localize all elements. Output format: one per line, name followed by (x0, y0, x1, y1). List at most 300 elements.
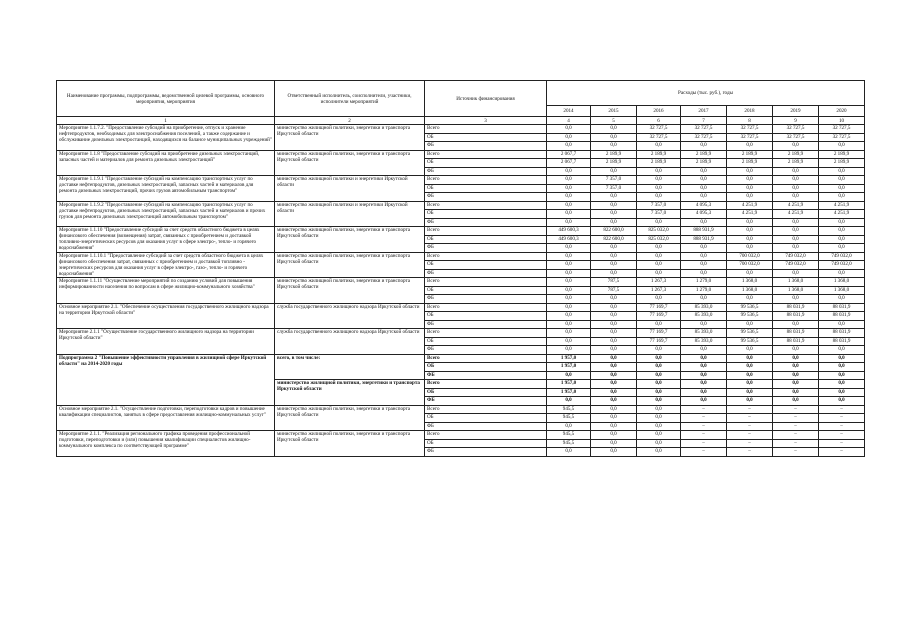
amount-cell: 0,0 (547, 278, 591, 287)
amount-cell: – (681, 414, 727, 423)
amount-cell: 7 357,0 (591, 176, 637, 185)
amount-cell: 0,0 (637, 184, 681, 193)
amount-cell: 88 031,9 (773, 337, 819, 346)
amount-cell: 0,0 (591, 388, 637, 397)
amount-cell: 0,0 (727, 295, 773, 304)
funding-source-cell: ОБ (425, 261, 547, 270)
funding-source-cell: ОБ (425, 159, 547, 168)
amount-cell: 945,5 (547, 405, 591, 414)
funding-source-cell: ОБ (425, 337, 547, 346)
amount-cell: – (681, 448, 727, 457)
amount-cell: 0,0 (547, 193, 591, 202)
amount-cell: 0,0 (547, 252, 591, 261)
amount-cell: 0,0 (591, 363, 637, 372)
amount-cell: 0,0 (727, 227, 773, 236)
amount-cell: 945,5 (547, 431, 591, 440)
amount-cell: 0,0 (637, 167, 681, 176)
amount-cell: – (727, 431, 773, 440)
amount-cell: 0,0 (547, 329, 591, 338)
amount-cell: 0,0 (637, 380, 681, 389)
funding-source-cell: ФБ (425, 142, 547, 151)
amount-cell: 0,0 (727, 244, 773, 253)
funding-source-cell: ФБ (425, 422, 547, 431)
amount-cell: 0,0 (773, 269, 819, 278)
amount-cell: 0,0 (547, 269, 591, 278)
amount-cell: 0,0 (681, 167, 727, 176)
program-name-cell: Мероприятие 1.1.11 "Осуществление мероприятий по созданию условий для повышения информированности населения по вопросам в сфере жилищно-коммунального хозяйства" (57, 278, 275, 304)
amount-cell: 2 189,9 (773, 150, 819, 159)
header-column-index: 4 (547, 117, 591, 125)
amount-cell: 0,0 (591, 295, 637, 304)
amount-cell: 0,0 (819, 167, 865, 176)
funding-source-cell: Всего (425, 278, 547, 287)
header-costs: Расходы (тыс. руб.), годы (547, 81, 865, 106)
amount-cell: 0,0 (681, 176, 727, 185)
amount-cell: 0,0 (773, 167, 819, 176)
amount-cell: – (773, 448, 819, 457)
amount-cell: 1 368,0 (773, 278, 819, 287)
funding-source-cell: ОБ (425, 235, 547, 244)
amount-cell: 0,0 (547, 422, 591, 431)
amount-cell: 0,0 (637, 244, 681, 253)
amount-cell: – (773, 439, 819, 448)
amount-cell: 0,0 (637, 397, 681, 406)
amount-cell: 0,0 (681, 184, 727, 193)
amount-cell: 85 393,0 (681, 312, 727, 321)
amount-cell: 0,0 (547, 201, 591, 210)
amount-cell: 700 032,0 (727, 261, 773, 270)
amount-cell: 0,0 (727, 218, 773, 227)
funding-source-cell: ОБ (425, 133, 547, 142)
amount-cell: 0,0 (637, 371, 681, 380)
program-name-cell: Мероприятие 2.1.1. "Реализация регионального графика проведения профессиональной подготовки, переподготовки и (или) повышения квалификации специалистов жилищно-коммунального комплекса по соответствующей программе" (57, 431, 275, 457)
funding-source-cell: ФБ (425, 167, 547, 176)
amount-cell: – (727, 448, 773, 457)
funding-source-cell: ФБ (425, 295, 547, 304)
amount-cell: 0,0 (591, 397, 637, 406)
header-funding-source: Источник финансирования (425, 81, 547, 117)
amount-cell: 0,0 (773, 193, 819, 202)
amount-cell: 0,0 (681, 244, 727, 253)
amount-cell: 0,0 (591, 142, 637, 151)
amount-cell: 0,0 (773, 397, 819, 406)
amount-cell: 449 600,3 (547, 227, 591, 236)
header-executor: Ответственный исполнитель, соисполнители, участники, исполнители мероприятий (275, 81, 425, 117)
amount-cell: 4 251,9 (819, 210, 865, 219)
amount-cell: 0,0 (727, 363, 773, 372)
amount-cell: 0,0 (547, 337, 591, 346)
header-column-index: 7 (681, 117, 727, 125)
amount-cell: 0,0 (727, 397, 773, 406)
amount-cell: 0,0 (819, 218, 865, 227)
amount-cell: 0,0 (547, 346, 591, 355)
amount-cell: 945,5 (547, 439, 591, 448)
amount-cell: 0,0 (773, 295, 819, 304)
amount-cell: 32 727,5 (773, 125, 819, 134)
executor-cell: министерство жилищной политики и энергетики Иркутской области (275, 176, 425, 202)
amount-cell: 0,0 (773, 388, 819, 397)
table-row (57, 227, 865, 236)
amount-cell: 2 189,9 (681, 159, 727, 168)
amount-cell: 0,0 (547, 303, 591, 312)
amount-cell: 0,0 (591, 346, 637, 355)
table-row (57, 176, 865, 185)
header-column-index: 9 (773, 117, 819, 125)
amount-cell: 1 368,0 (727, 278, 773, 287)
amount-cell: 0,0 (591, 218, 637, 227)
amount-cell: 0,0 (773, 184, 819, 193)
header-year: 2019 (773, 106, 819, 117)
executor-cell: министерство жилищной политики, энергетики и транспорта Иркутской области (275, 125, 425, 151)
program-name-cell: Мероприятие 1.1.7.2. "Предоставление субсидий на приобретение, отпуск и хранение нефтепродуктов, необходимых для электроснабжения поселений, а также содержание и обслуживание дизельных электростанций, находящихся на балансе муниципальных учреждений" (57, 125, 275, 151)
amount-cell: 0,0 (819, 354, 865, 363)
amount-cell: 99 536,5 (727, 337, 773, 346)
header-column-index: 5 (591, 117, 637, 125)
header-column-index: 1 (57, 117, 275, 125)
amount-cell: 0,0 (773, 218, 819, 227)
executor-cell: министерство жилищной политики, энергетики и транспорта Иркутской области (275, 431, 425, 457)
amount-cell: 0,0 (591, 244, 637, 253)
amount-cell: 1 279,0 (681, 286, 727, 295)
amount-cell: 0,0 (591, 448, 637, 457)
amount-cell: 0,0 (591, 439, 637, 448)
table-row (57, 252, 865, 261)
funding-source-cell: ФБ (425, 193, 547, 202)
amount-cell: 4 251,9 (727, 210, 773, 219)
amount-cell: 0,0 (681, 380, 727, 389)
amount-cell: 1 957,0 (547, 354, 591, 363)
amount-cell: 825 032,0 (637, 227, 681, 236)
amount-cell: 0,0 (637, 354, 681, 363)
amount-cell: 0,0 (819, 346, 865, 355)
amount-cell: 2 189,9 (637, 150, 681, 159)
program-name-cell: Мероприятие 1.1.8 "Предоставление субсидий на приобретение дизельных электростанций, запасных частей и материалов для ремонта дизельных электростанций" (57, 150, 275, 176)
amount-cell: 0,0 (681, 261, 727, 270)
amount-cell: 0,0 (591, 193, 637, 202)
amount-cell: 1 957,0 (547, 363, 591, 372)
amount-cell: 0,0 (819, 380, 865, 389)
amount-cell: 32 727,5 (819, 133, 865, 142)
amount-cell: 32 727,5 (727, 133, 773, 142)
amount-cell: 0,0 (591, 167, 637, 176)
program-name-cell: Мероприятие 1.1.10 "Предоставление субсидий за счет средств областного бюджета в целях финансового обеспечения (возмещения) затрат, связанных с приобретением и доставкой топливно-энергетических ресурсов для оказания услуг в сфере электро-, тепло- и горячего водоснабжения" (57, 227, 275, 253)
amount-cell: 0,0 (819, 295, 865, 304)
amount-cell: 0,0 (547, 167, 591, 176)
amount-cell: 85 393,0 (681, 329, 727, 338)
amount-cell: 32 727,5 (819, 125, 865, 134)
funding-source-cell: ФБ (425, 346, 547, 355)
amount-cell: 2 189,9 (819, 159, 865, 168)
amount-cell: 0,0 (727, 235, 773, 244)
amount-cell: 0,0 (591, 303, 637, 312)
executor-cell: всего, в том числе: (275, 354, 425, 380)
amount-cell: 0,0 (591, 371, 637, 380)
amount-cell: – (773, 405, 819, 414)
amount-cell: 99 536,5 (727, 329, 773, 338)
header-year: 2015 (591, 106, 637, 117)
amount-cell: 787,5 (591, 286, 637, 295)
amount-cell: 0,0 (681, 354, 727, 363)
amount-cell: – (773, 422, 819, 431)
program-name-cell: Основное мероприятие 2.1. "Осуществление подготовки, переподготовки кадров и повышение квалификации специалистов, занятых в сфере предоставления жилищно-коммунальных услуг" (57, 405, 275, 431)
amount-cell: 2 189,9 (637, 159, 681, 168)
amount-cell: 0,0 (773, 235, 819, 244)
amount-cell: 32 727,5 (727, 125, 773, 134)
amount-cell: 0,0 (591, 380, 637, 389)
header-year: 2020 (819, 106, 865, 117)
amount-cell: – (819, 405, 865, 414)
amount-cell: 88 031,9 (819, 329, 865, 338)
funding-source-cell: ФБ (425, 244, 547, 253)
amount-cell: 0,0 (681, 363, 727, 372)
amount-cell: 0,0 (681, 252, 727, 261)
amount-cell: 0,0 (773, 227, 819, 236)
funding-source-cell: ОБ (425, 312, 547, 321)
amount-cell: 749 032,0 (773, 261, 819, 270)
amount-cell: 0,0 (591, 312, 637, 321)
program-name-cell: Мероприятие 2.1.1 "Осуществление государственного жилищного надзора на территории Иркутской области" (57, 329, 275, 355)
funding-source-cell: Всего (425, 150, 547, 159)
amount-cell: 0,0 (819, 176, 865, 185)
amount-cell: 0,0 (727, 167, 773, 176)
amount-cell: 0,0 (681, 269, 727, 278)
amount-cell: 0,0 (727, 388, 773, 397)
amount-cell: 0,0 (727, 176, 773, 185)
program-name-cell: Основное мероприятие 2.1. "Обеспечение осуществления государственного жилищного надзора на территории Иркутской области" (57, 303, 275, 329)
funding-source-cell: ФБ (425, 269, 547, 278)
table-row (57, 201, 865, 210)
header-year: 2014 (547, 106, 591, 117)
amount-cell: 0,0 (681, 397, 727, 406)
amount-cell: 0,0 (681, 371, 727, 380)
amount-cell: – (727, 422, 773, 431)
amount-cell: 0,0 (637, 142, 681, 151)
amount-cell: – (819, 448, 865, 457)
amount-cell: 0,0 (591, 133, 637, 142)
amount-cell: 822 600,0 (591, 235, 637, 244)
amount-cell: 749 032,0 (773, 252, 819, 261)
amount-cell: 1 267,3 (637, 278, 681, 287)
funding-source-cell: Всего (425, 431, 547, 440)
amount-cell: 32 727,5 (773, 133, 819, 142)
amount-cell: 0,0 (637, 218, 681, 227)
amount-cell: 7 357,0 (591, 184, 637, 193)
amount-cell: 2 067,7 (547, 159, 591, 168)
amount-cell: 77 169,7 (637, 329, 681, 338)
amount-cell: 0,0 (727, 193, 773, 202)
amount-cell: 0,0 (819, 388, 865, 397)
amount-cell: 77 169,7 (637, 337, 681, 346)
amount-cell: 0,0 (637, 252, 681, 261)
amount-cell: 0,0 (591, 210, 637, 219)
amount-cell: 0,0 (591, 354, 637, 363)
amount-cell: 99 536,5 (727, 312, 773, 321)
funding-source-cell: ОБ (425, 388, 547, 397)
amount-cell: – (819, 414, 865, 423)
amount-cell: 0,0 (591, 320, 637, 329)
amount-cell: 0,0 (637, 431, 681, 440)
amount-cell: 88 031,9 (773, 303, 819, 312)
amount-cell: 4 095,3 (681, 201, 727, 210)
amount-cell: 0,0 (773, 363, 819, 372)
header-column-index: 10 (819, 117, 865, 125)
executor-cell: министерство жилищной политики, энергетики и транспорта Иркутской области (275, 252, 425, 278)
amount-cell: 945,5 (547, 414, 591, 423)
program-name-cell: Мероприятие 1.1.10.1 "Предоставление субсидий за счет средств областного бюджета в целях финансового обеспечения затрат, связанных с приобретением и доставкой топливно - энергетических ресурсов для оказания услуг в сфере электро-, газо-, тепло- и горячего водоснабжения" (57, 252, 275, 278)
expenditure-table (56, 80, 865, 457)
amount-cell: – (681, 439, 727, 448)
amount-cell: 1 957,0 (547, 388, 591, 397)
executor-cell: министерство жилищной политики, энергетики и транспорта Иркутской области (275, 405, 425, 431)
amount-cell: 1 368,0 (819, 278, 865, 287)
amount-cell: 32 727,5 (681, 125, 727, 134)
executor-cell: служба государственного жилищного надзора Иркутской области (275, 329, 425, 355)
amount-cell: 99 536,5 (727, 303, 773, 312)
amount-cell: – (681, 422, 727, 431)
amount-cell: 0,0 (727, 371, 773, 380)
amount-cell: – (819, 439, 865, 448)
amount-cell: 700 032,0 (727, 252, 773, 261)
amount-cell: 0,0 (547, 448, 591, 457)
amount-cell: 0,0 (591, 431, 637, 440)
amount-cell: 0,0 (637, 295, 681, 304)
amount-cell: 0,0 (637, 422, 681, 431)
funding-source-cell: ОБ (425, 439, 547, 448)
funding-source-cell: Всего (425, 354, 547, 363)
funding-source-cell: Всего (425, 329, 547, 338)
amount-cell: – (727, 439, 773, 448)
amount-cell: 1 279,0 (681, 278, 727, 287)
funding-source-cell: Всего (425, 176, 547, 185)
amount-cell: 0,0 (591, 405, 637, 414)
amount-cell: – (727, 405, 773, 414)
amount-cell: 0,0 (727, 346, 773, 355)
amount-cell: 0,0 (681, 388, 727, 397)
amount-cell: 0,0 (727, 142, 773, 151)
program-name-cell: Мероприятие 1.1.9.1 "Предоставление субсидий на компенсацию транспортных услуг по доставке нефтепродуктов, дизельных электростанций, запасных частей и материалов для ремонта дизельных электростанций, прочих грузов автомобильным транспортом" (57, 176, 275, 202)
amount-cell: 0,0 (773, 244, 819, 253)
amount-cell: 0,0 (819, 371, 865, 380)
executor-cell: служба государственного жилищного надзора Иркутской области (275, 303, 425, 329)
amount-cell: 2 189,9 (681, 150, 727, 159)
amount-cell: 88 031,9 (819, 337, 865, 346)
amount-cell: 0,0 (547, 295, 591, 304)
amount-cell: 0,0 (637, 346, 681, 355)
header-program-name: Наименование программы, подпрограммы, ведомственной целевой программы, основного мероприятия, мероприятия (57, 81, 275, 117)
header-year: 2016 (637, 106, 681, 117)
amount-cell: 0,0 (681, 346, 727, 355)
amount-cell: 825 032,0 (637, 235, 681, 244)
amount-cell: 0,0 (591, 269, 637, 278)
amount-cell: 0,0 (547, 397, 591, 406)
amount-cell: 0,0 (681, 218, 727, 227)
amount-cell: 1 368,0 (727, 286, 773, 295)
funding-source-cell: ОБ (425, 286, 547, 295)
funding-source-cell: ОБ (425, 210, 547, 219)
amount-cell: 0,0 (547, 312, 591, 321)
amount-cell: 32 727,5 (681, 133, 727, 142)
amount-cell: – (727, 414, 773, 423)
funding-source-cell: ОБ (425, 363, 547, 372)
amount-cell: 0,0 (681, 193, 727, 202)
funding-source-cell: Всего (425, 380, 547, 389)
amount-cell: 749 032,0 (819, 252, 865, 261)
amount-cell: 0,0 (591, 201, 637, 210)
table-row (57, 303, 865, 312)
amount-cell: 0,0 (637, 439, 681, 448)
amount-cell: 0,0 (591, 329, 637, 338)
amount-cell: 0,0 (681, 142, 727, 151)
amount-cell: 0,0 (547, 133, 591, 142)
header-column-index: 3 (425, 117, 547, 125)
funding-source-cell: Всего (425, 405, 547, 414)
funding-source-cell: Всего (425, 227, 547, 236)
amount-cell: 0,0 (637, 414, 681, 423)
amount-cell: 4 251,9 (773, 201, 819, 210)
amount-cell: 1 957,0 (547, 380, 591, 389)
amount-cell: 822 600,0 (591, 227, 637, 236)
amount-cell: 2 189,9 (773, 159, 819, 168)
amount-cell: 0,0 (547, 320, 591, 329)
amount-cell: 1 267,3 (637, 286, 681, 295)
table-row (57, 405, 865, 414)
amount-cell: 0,0 (819, 193, 865, 202)
amount-cell: 0,0 (819, 235, 865, 244)
amount-cell: 0,0 (637, 363, 681, 372)
table-row (57, 354, 865, 363)
amount-cell: – (773, 414, 819, 423)
amount-cell: 88 031,9 (773, 329, 819, 338)
amount-cell: – (819, 431, 865, 440)
amount-cell: 77 169,7 (637, 303, 681, 312)
header-column-index: 6 (637, 117, 681, 125)
amount-cell: 0,0 (637, 320, 681, 329)
amount-cell: 0,0 (591, 414, 637, 423)
amount-cell: 7 357,0 (637, 210, 681, 219)
amount-cell: 0,0 (727, 184, 773, 193)
amount-cell: 0,0 (637, 448, 681, 457)
amount-cell: 0,0 (547, 210, 591, 219)
amount-cell: 0,0 (773, 346, 819, 355)
executor-cell: министерство жилищной политики и энергетики Иркутской области (275, 201, 425, 227)
amount-cell: 0,0 (819, 320, 865, 329)
amount-cell: 0,0 (547, 142, 591, 151)
amount-cell: – (819, 422, 865, 431)
amount-cell: 4 251,9 (773, 210, 819, 219)
funding-source-cell: Всего (425, 303, 547, 312)
funding-source-cell: ФБ (425, 448, 547, 457)
amount-cell: 0,0 (637, 388, 681, 397)
amount-cell: 0,0 (819, 363, 865, 372)
amount-cell: 1 368,0 (819, 286, 865, 295)
amount-cell: 749 032,0 (819, 261, 865, 270)
amount-cell: 0,0 (819, 244, 865, 253)
amount-cell: 2 189,9 (591, 150, 637, 159)
amount-cell: 0,0 (547, 261, 591, 270)
amount-cell: 32 727,5 (637, 125, 681, 134)
amount-cell: 0,0 (773, 176, 819, 185)
amount-cell: 1 368,0 (773, 286, 819, 295)
amount-cell: 0,0 (773, 142, 819, 151)
amount-cell: 4 251,9 (819, 201, 865, 210)
amount-cell: 7 357,0 (637, 201, 681, 210)
funding-source-cell: ФБ (425, 320, 547, 329)
amount-cell: 0,0 (637, 261, 681, 270)
table-row (57, 431, 865, 440)
amount-cell: 888 931,9 (681, 235, 727, 244)
amount-cell: 787,5 (591, 278, 637, 287)
table-row (57, 329, 865, 338)
